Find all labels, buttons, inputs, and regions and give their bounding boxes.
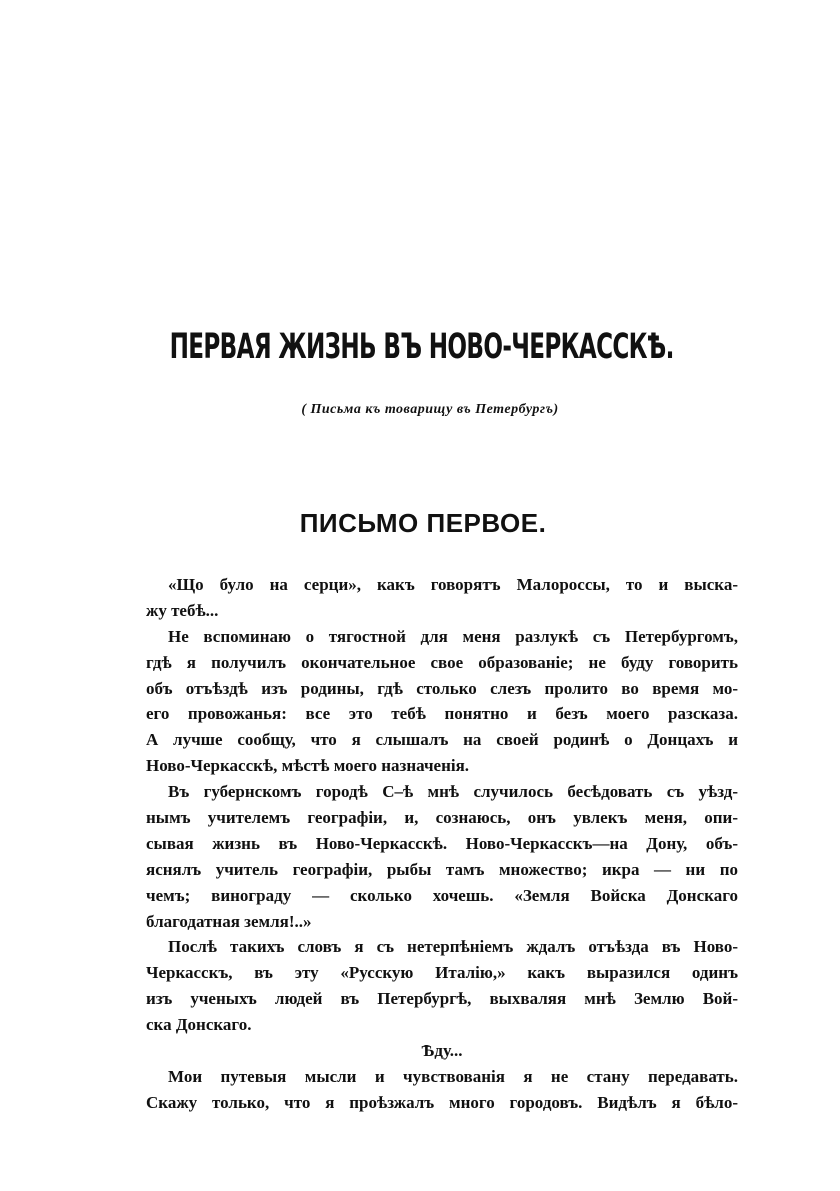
- text-line: Въ губернскомъ городѣ С–ѣ мнѣ случилось бесѣдовать съ уѣзд-: [168, 782, 738, 802]
- chapter-subtitle: ( Письма къ товарищу въ Петербургъ): [301, 402, 559, 417]
- text-line: Не вспоминаю о тягостной для меня разлукѣ съ Петербургомъ,: [168, 626, 738, 646]
- letter-heading: ПИСЬМО ПЕРВОЕ.: [299, 508, 547, 538]
- text-line: «Що було на серци», какъ говорятъ Малороссы, то и выска-: [168, 575, 738, 594]
- text-line: жу тебѣ...: [146, 600, 219, 620]
- chapter-title: ПЕРВАЯ ЖИЗНЬ ВЪ НОВО-ЧЕРКАССКѢ.: [169, 327, 674, 367]
- body-text: [146, 572, 738, 1116]
- text-line: изъ ученыхъ людей въ Петербургѣ, выхваляя мнѣ Землю Вой-: [146, 989, 738, 1009]
- text-line: объ отъѣздѣ изъ родины, гдѣ столько слезъ пролито во время мо-: [146, 678, 738, 698]
- text-line: сывая жизнь въ Ново-Черкасскѣ. Ново-Черкасскъ—на Дону, объ-: [146, 833, 738, 853]
- text-line: благодатная земля!..»: [146, 911, 312, 931]
- text-line: Ново-Черкасскѣ, мѣстѣ моего назначенія.: [146, 756, 470, 776]
- text-line: А лучше сообщу, что я слышалъ на своей родинѣ о Донцахъ и: [146, 730, 738, 750]
- text-line: яснялъ учитель географіи, рыбы тамъ множество; икра — ни по: [146, 859, 738, 879]
- text-line: нымъ учителемъ географіи, и, сознаюсь, онъ увлекъ меня, опи-: [146, 808, 738, 828]
- text-line: гдѣ я получилъ окончательное свое образованіе; не буду говорить: [146, 652, 738, 672]
- text-line: Скажу только, что я проѣзжалъ много городовъ. Видѣлъ я бѣло-: [146, 1092, 738, 1112]
- text-line: Послѣ такихъ словъ я съ нетерпѣніемъ ждалъ отъѣзда въ Ново-: [168, 937, 738, 957]
- text-line: его провожанья: все это тебѣ понятно и безъ моего разсказа.: [146, 704, 738, 724]
- text-line: ска Донскаго.: [146, 1015, 252, 1035]
- text-line: Черкасскъ, въ эту «Русскую Италію,» какъ выразился одинъ: [146, 963, 738, 983]
- text-line: Ѣду...: [421, 1041, 463, 1061]
- text-line: Мои путевыя мысли и чувствованія я не стану передавать.: [168, 1066, 738, 1086]
- text-line: чемъ; винограду — сколько хочешь. «Земля Войска Донскаго: [146, 885, 738, 905]
